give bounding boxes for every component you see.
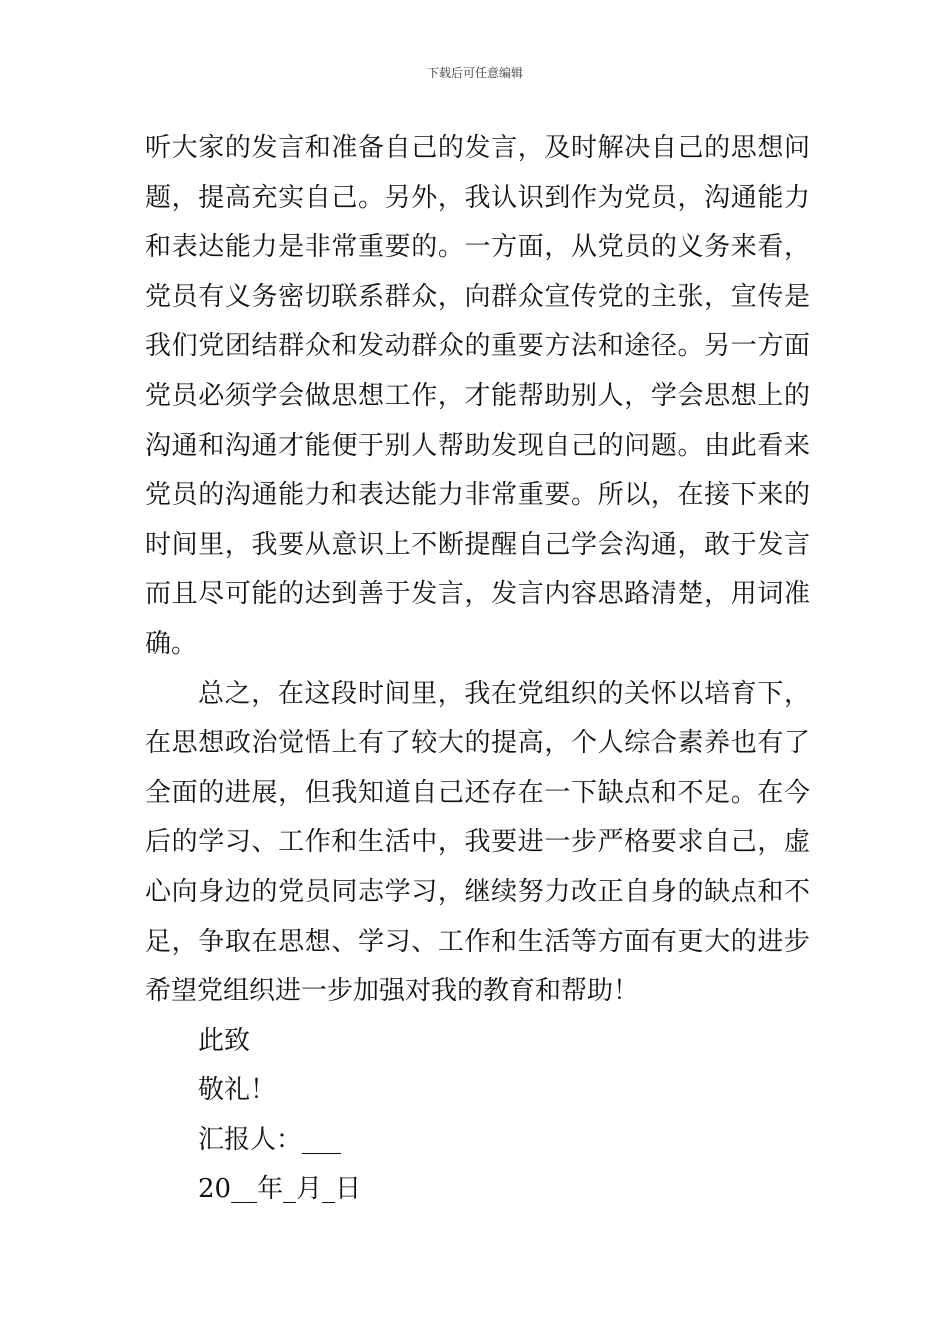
text-line: 在思想政治觉悟上有了较大的提高，个人综合素养也有了 xyxy=(145,728,810,759)
text-line: 沟通和沟通才能便于别人帮助发现自己的问题。由此看来 xyxy=(145,430,810,461)
closing-regards: 敬礼！ xyxy=(198,1075,277,1106)
text-line: 而且尽可能的达到善于发言，发言内容思路清楚，用词准 xyxy=(145,579,810,610)
date-line: 20__年_月_日 xyxy=(198,1174,362,1205)
text-line: 足，争取在思想、学习、工作和生活等方面有更大的进步 xyxy=(145,926,810,957)
document-body xyxy=(145,124,810,1215)
text-line: 党员必须学会做思想工作，才能帮助别人，学会思想上的 xyxy=(145,380,810,411)
page-header-note: 下载后可任意编辑 xyxy=(426,66,523,80)
text-line: 听大家的发言和准备自己的发言，及时解决自己的思想问 xyxy=(145,133,810,163)
text-line: 后的学习、工作和生活中，我要进一步严格要求自己，虚 xyxy=(145,827,810,858)
text-line: 我们党团结群众和发动群众的重要方法和途径。另一方面 xyxy=(145,331,810,362)
text-line: 确。 xyxy=(145,628,198,659)
paragraph-communication xyxy=(145,124,810,670)
reporter-line: 汇报人：___ xyxy=(198,1124,342,1155)
text-line: 时间里，我要从意识上不断提醒自己学会沟通，敢于发言 xyxy=(145,529,810,560)
text-line: 党员的沟通能力和表达能力非常重要。所以，在接下来的 xyxy=(145,480,810,511)
text-line: 全面的进展，但我知道自己还存在一下缺点和不足。在今 xyxy=(145,777,810,808)
closing-salutation: 此致 xyxy=(198,1025,251,1056)
text-line: 总之，在这段时间里，我在党组织的关怀以培育下， xyxy=(198,678,810,709)
closing-block xyxy=(145,1017,810,1215)
text-line: 心向身边的党员同志学习，继续努力改正自身的缺点和不 xyxy=(145,876,810,907)
text-line: 党员有义务密切联系群众，向群众宣传党的主张，宣传是 xyxy=(145,281,810,312)
text-line: 希望党组织进一步加强对我的教育和帮助！ xyxy=(145,976,640,1007)
text-line: 题，提高充实自己。另外，我认识到作为党员，沟通能力 xyxy=(145,182,810,213)
text-line: 和表达能力是非常重要的。一方面，从党员的义务来看， xyxy=(145,232,810,263)
paragraph-summary xyxy=(145,670,810,1017)
